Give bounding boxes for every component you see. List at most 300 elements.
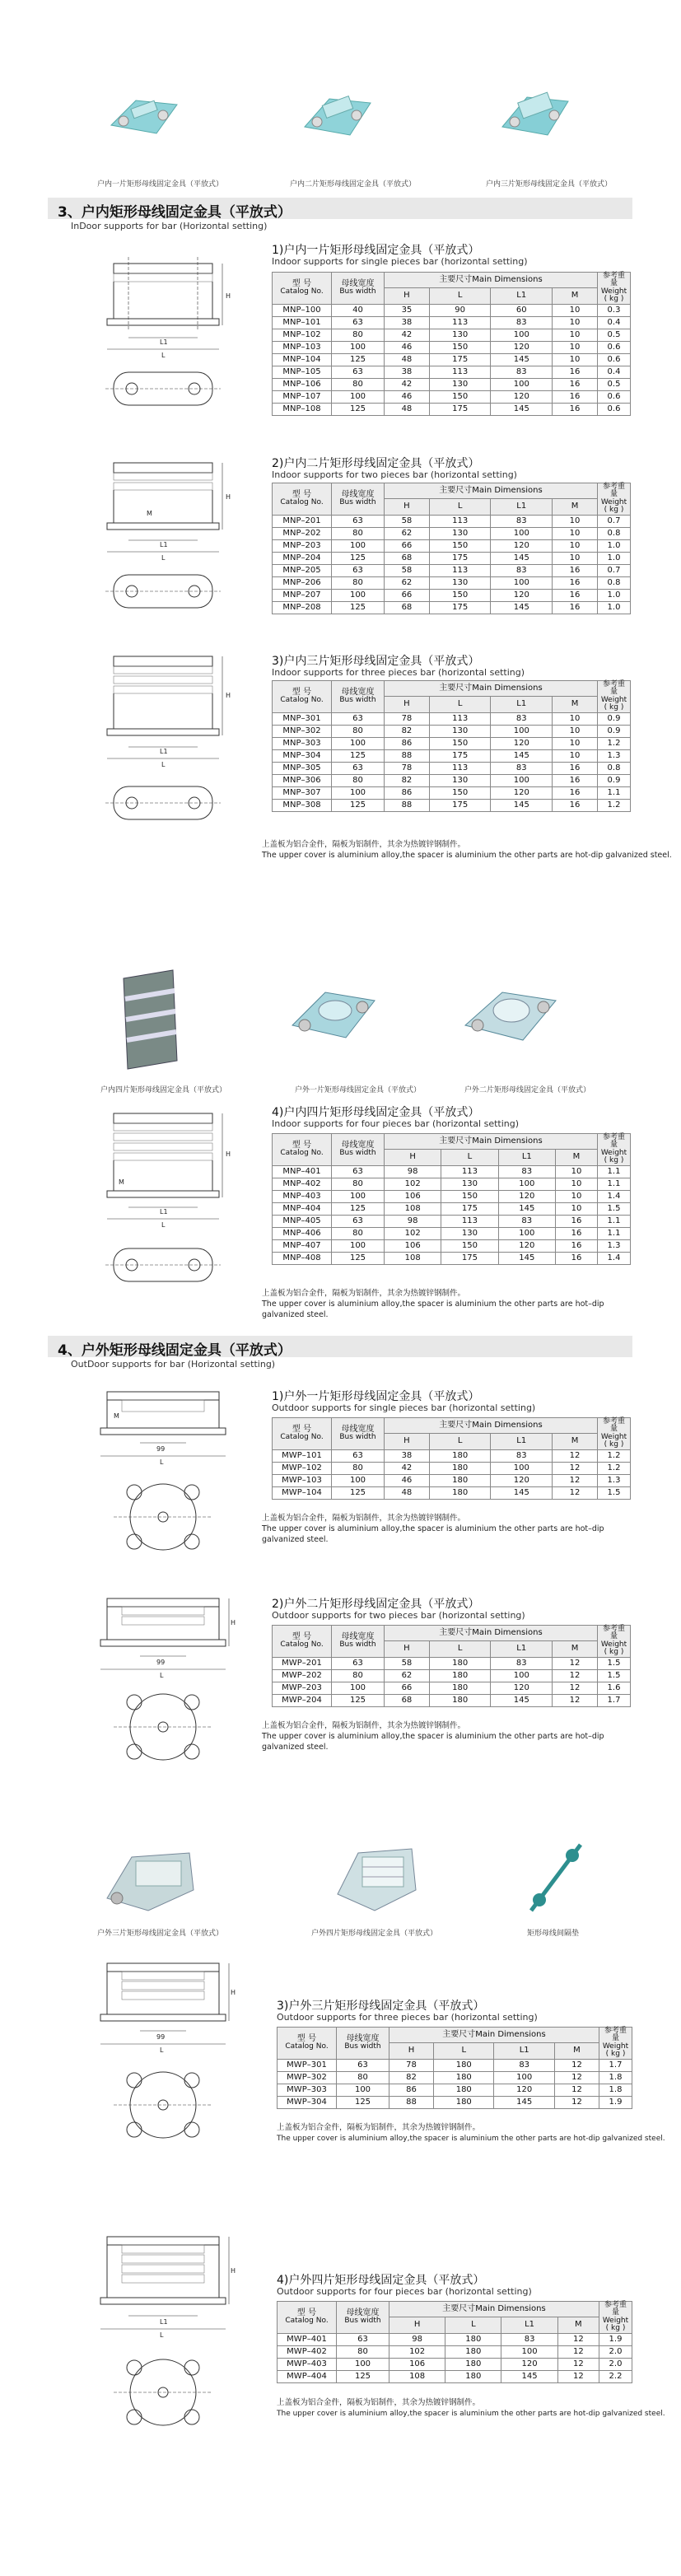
table-cell: 0.8 — [598, 762, 631, 774]
table-header-cell: H — [385, 1434, 430, 1449]
table-header-cell — [332, 1134, 385, 1166]
table-cell: 1.0 — [598, 601, 631, 614]
table-cell: MNP–204 — [273, 552, 332, 564]
table-cell: 1.5 — [598, 1657, 631, 1669]
table-cell: 0.8 — [598, 527, 631, 539]
header-en: Bus width — [344, 2042, 381, 2051]
table-cell: 80 — [337, 2345, 389, 2358]
table-cell: 16 — [555, 1227, 597, 1239]
table-cell: 100 — [491, 378, 553, 390]
table-cell: 80 — [332, 576, 385, 589]
table-header-cell: L — [434, 2043, 494, 2059]
table-cell: 12 — [553, 1669, 598, 1682]
table-cell: 10 — [553, 527, 598, 539]
section-title: 3、户内矩形母线固定金具（平放式） — [58, 204, 292, 221]
block-title: 2)户内二片矩形母线固定金具（平放式） — [272, 457, 480, 470]
header-cn: 主要尺寸 — [439, 485, 473, 495]
table-cell: 35 — [385, 304, 430, 316]
header-en: Main Dimensions — [472, 274, 543, 284]
table-cell: MNP–202 — [273, 527, 332, 539]
table-cell: 83 — [498, 1165, 555, 1178]
table-cell: 1.3 — [598, 1239, 631, 1252]
table-cell: 0.6 — [598, 403, 631, 415]
table-cell: 175 — [429, 749, 491, 762]
table-row — [273, 725, 631, 737]
svg-text:H: H — [231, 1619, 236, 1626]
table-cell: 83 — [491, 1657, 553, 1669]
table-cell: 0.6 — [598, 390, 631, 403]
table-cell: 83 — [491, 366, 553, 378]
table-cell: 100 — [491, 725, 553, 737]
header-cn: 参考重量 — [604, 2027, 627, 2043]
table-cell: MNP–208 — [273, 601, 332, 614]
table-cell: 80 — [332, 378, 385, 390]
table-header-cell — [332, 1418, 385, 1450]
material-note-en: The upper cover is aluminium alloy,the spacer is aluminium the other parts are hot–dip galvanized steel. — [262, 1524, 604, 1544]
header-cn: 母线宽度 — [341, 489, 375, 499]
svg-text:99: 99 — [156, 1445, 166, 1453]
header-cn: 型 号 — [292, 1140, 312, 1150]
table-header-cell: L1 — [494, 2043, 554, 2059]
table-header-cell — [389, 2028, 599, 2043]
table-cell: 38 — [385, 1449, 430, 1462]
header-cn: 主要尺寸 — [442, 2303, 476, 2313]
table-cell: 16 — [553, 589, 598, 601]
table-cell: 1.7 — [599, 2059, 632, 2071]
table-header-cell — [332, 681, 385, 713]
table-cell: 40 — [332, 304, 385, 316]
table-cell: MNP–103 — [273, 341, 332, 353]
table-header-cell — [273, 681, 332, 713]
block-title: 1)户内一片矩形母线固定金具（平放式） — [272, 244, 480, 257]
table-cell: 88 — [385, 799, 430, 811]
material-note-en: The upper cover is aluminium alloy,the spacer is aluminium the other parts are hot-dip galvanized steel. — [277, 2135, 665, 2143]
table-cell: 1.5 — [598, 1669, 631, 1682]
table-cell: 46 — [385, 1474, 430, 1486]
table-cell: 80 — [332, 774, 385, 786]
table-cell: 80 — [332, 1669, 385, 1682]
table-cell: 113 — [429, 515, 491, 527]
header-en: Catalog No. — [280, 1149, 324, 1158]
header-en: Catalog No. — [280, 1640, 324, 1650]
photo-caption: 户内一片矩形母线固定金具（平放式） — [97, 180, 224, 189]
table-cell: 12 — [553, 1486, 598, 1499]
material-note-cn: 上盖板为铝合金件，隔板为铝制件，其余为热镀锌钢制件。 — [262, 1289, 466, 1298]
header-unit: ( kg ) — [605, 2050, 626, 2059]
table-cell: 16 — [553, 390, 598, 403]
header-cn: 主要尺寸 — [439, 1420, 473, 1430]
table-cell: MWP–201 — [273, 1657, 332, 1669]
table-row — [278, 2071, 632, 2084]
header-en: Catalog No. — [280, 498, 324, 507]
table-cell: 125 — [332, 552, 385, 564]
table-row — [273, 774, 631, 786]
table-cell: 175 — [429, 799, 491, 811]
table-cell: 63 — [337, 2333, 389, 2345]
technical-drawing-indoor-4 — [89, 1102, 237, 1300]
photo-caption: 户外四片矩形母线固定金具（平放式） — [311, 1930, 438, 1938]
table-row — [273, 515, 631, 527]
table-cell: MNP–302 — [273, 725, 332, 737]
table-cell: 83 — [491, 712, 553, 725]
table-cell: 0.5 — [598, 378, 631, 390]
table-cell: 125 — [332, 1486, 385, 1499]
table-row — [273, 1165, 631, 1178]
table-row — [273, 341, 631, 353]
table-cell: MWP–303 — [278, 2084, 337, 2096]
svg-text:H: H — [231, 2267, 236, 2275]
table-cell: 0.9 — [598, 712, 631, 725]
table-header-cell — [278, 2302, 337, 2334]
table-cell: 145 — [494, 2096, 554, 2108]
table-header-cell: L1 — [491, 1434, 553, 1449]
header-en: Catalog No. — [285, 2042, 329, 2051]
table-cell: 63 — [332, 515, 385, 527]
table-row — [273, 1657, 631, 1669]
table-header-cell — [389, 2302, 599, 2317]
table-cell: 175 — [429, 552, 491, 564]
table-cell: 120 — [494, 2084, 554, 2096]
table-cell: 120 — [498, 1239, 555, 1252]
table-cell: 150 — [429, 589, 491, 601]
table-cell: 130 — [441, 1227, 498, 1239]
photo-caption: 户内三片矩形母线固定金具（平放式） — [486, 180, 613, 189]
svg-text:99: 99 — [156, 1659, 166, 1666]
table-cell: 120 — [491, 737, 553, 749]
table-header-cell: H — [389, 2317, 445, 2333]
table-cell: 150 — [429, 539, 491, 552]
table-cell: 180 — [429, 1657, 491, 1669]
block-subtitle: Indoor supports for single pieces bar (horizontal setting) — [272, 256, 528, 267]
table-cell: 16 — [553, 601, 598, 614]
svg-text:L1: L1 — [160, 541, 168, 548]
table-cell: 12 — [554, 2084, 599, 2096]
table-cell: 82 — [385, 774, 430, 786]
table-cell: 100 — [332, 737, 385, 749]
table-cell: 130 — [429, 725, 491, 737]
table-cell: 1.2 — [598, 799, 631, 811]
table-header-cell: L — [441, 1150, 498, 1165]
table-cell: 63 — [332, 712, 385, 725]
table-cell: 125 — [332, 403, 385, 415]
svg-text:L: L — [161, 761, 166, 768]
table-cell: MNP–308 — [273, 799, 332, 811]
material-note-en: The upper cover is aluminium alloy,the spacer is aluminium the other parts are hot-dip galvanized steel. — [277, 2410, 665, 2418]
header-en: Weight — [600, 1432, 627, 1441]
svg-text:L: L — [160, 2331, 164, 2339]
table-cell: 1.4 — [598, 1252, 631, 1264]
header-en: Bus width — [339, 1149, 376, 1158]
table-header-cell — [337, 2302, 389, 2334]
header-cn: 母线宽度 — [341, 278, 375, 288]
table-cell: 66 — [385, 539, 430, 552]
table-header-cell: M — [553, 1434, 598, 1449]
table-cell: 100 — [337, 2084, 389, 2096]
table-cell: 100 — [337, 2358, 389, 2370]
table-cell: 150 — [441, 1190, 498, 1202]
table-cell: 145 — [491, 799, 553, 811]
table-cell: 100 — [332, 539, 385, 552]
table-cell: MWP–403 — [278, 2358, 337, 2370]
svg-text:L: L — [161, 554, 166, 562]
table-cell: 12 — [557, 2370, 599, 2382]
header-cn: 参考重量 — [602, 1625, 625, 1641]
svg-text:H: H — [226, 692, 231, 699]
table-cell: 1.5 — [598, 1202, 631, 1215]
spec-table — [272, 1625, 631, 1707]
table-cell: 1.9 — [599, 2333, 632, 2345]
table-cell: 63 — [337, 2059, 389, 2071]
header-en: Bus width — [339, 498, 376, 507]
table-cell: 12 — [557, 2333, 599, 2345]
table-cell: MWP–404 — [278, 2370, 337, 2382]
block-subtitle: Outdoor supports for two pieces bar (horizontal setting) — [272, 1610, 525, 1621]
technical-drawing-indoor-2 — [89, 445, 237, 626]
table-cell: 175 — [441, 1252, 498, 1264]
table-cell: 16 — [553, 799, 598, 811]
table-cell: 180 — [434, 2096, 494, 2108]
table-cell: 113 — [441, 1165, 498, 1178]
table-cell: 58 — [385, 1657, 430, 1669]
svg-text:L: L — [160, 1672, 164, 1679]
table-header-cell: H — [385, 1150, 441, 1165]
table-cell: 120 — [491, 390, 553, 403]
table-cell: 100 — [332, 390, 385, 403]
table-header-cell — [332, 273, 385, 305]
table-cell: 100 — [332, 1682, 385, 1694]
table-cell: 80 — [332, 725, 385, 737]
table-cell: 83 — [491, 564, 553, 576]
table-cell: 16 — [553, 366, 598, 378]
table-cell: 42 — [385, 1462, 430, 1474]
table-header-cell — [385, 1418, 598, 1434]
table-header-cell: L — [429, 697, 491, 712]
table-cell: 0.3 — [598, 304, 631, 316]
header-en: Catalog No. — [280, 1433, 324, 1442]
table-cell: 180 — [429, 1486, 491, 1499]
table-cell: MNP–405 — [273, 1215, 332, 1227]
photo-caption: 户内四片矩形母线固定金具（平放式） — [100, 1086, 227, 1094]
table-cell: MNP–105 — [273, 366, 332, 378]
table-cell: 180 — [434, 2059, 494, 2071]
table-header-cell — [273, 483, 332, 516]
table-cell: 16 — [553, 564, 598, 576]
table-cell: 100 — [332, 1190, 385, 1202]
section-title: 4、户外矩形母线固定金具（平放式） — [58, 1342, 292, 1359]
svg-text:H: H — [226, 493, 231, 501]
svg-text:L: L — [160, 2046, 164, 2054]
table-cell: 48 — [385, 1486, 430, 1499]
table-cell: 102 — [389, 2345, 445, 2358]
table-cell: 0.4 — [598, 316, 631, 329]
table-cell: 78 — [389, 2059, 434, 2071]
table-cell: 86 — [385, 786, 430, 799]
table-cell: 125 — [332, 1252, 385, 1264]
table-cell: MWP–301 — [278, 2059, 337, 2071]
table-header-cell: L — [429, 288, 491, 304]
table-header-cell: M — [555, 1150, 597, 1165]
table-cell: 100 — [491, 1462, 553, 1474]
header-en: Main Dimensions — [472, 1420, 543, 1430]
table-cell: 16 — [553, 576, 598, 589]
product-photo-outdoor-2 — [457, 968, 564, 1058]
table-cell: 58 — [385, 564, 430, 576]
header-cn: 参考重量 — [604, 2301, 627, 2317]
header-unit: ( kg ) — [604, 1648, 624, 1657]
block-title: 4)户内四片矩形母线固定金具（平放式） — [272, 1106, 480, 1119]
header-cn: 母线宽度 — [346, 2033, 380, 2043]
table-cell: 125 — [337, 2370, 389, 2382]
table-header-cell: L1 — [491, 499, 553, 515]
table-header-cell: H — [385, 288, 430, 304]
table-cell: 78 — [385, 762, 430, 774]
table-header-cell: M — [553, 499, 598, 515]
table-cell: 82 — [389, 2071, 434, 2084]
technical-drawing-outdoor-2 — [89, 1585, 237, 1775]
table-header-cell: L — [429, 1641, 491, 1657]
header-unit: ( kg ) — [604, 1156, 624, 1165]
table-header-cell — [332, 483, 385, 516]
table-cell: 10 — [553, 539, 598, 552]
table-cell: 1.7 — [598, 1694, 631, 1706]
table-row — [273, 1178, 631, 1190]
table-cell: 83 — [491, 762, 553, 774]
technical-drawing-indoor-3 — [89, 638, 237, 844]
table-cell: 10 — [553, 515, 598, 527]
product-photo-outdoor-4 — [325, 1832, 424, 1923]
table-header-cell: M — [557, 2317, 599, 2333]
header-en: Weight — [602, 2316, 629, 2325]
section-subtitle: OutDoor supports for bar (Horizontal setting) — [71, 1359, 276, 1370]
table-row — [273, 1202, 631, 1215]
table-cell: 150 — [429, 737, 491, 749]
table-cell: MWP–103 — [273, 1474, 332, 1486]
table-header-cell: L — [445, 2317, 501, 2333]
table-cell: MNP–305 — [273, 762, 332, 774]
header-cn: 参考重量 — [602, 680, 625, 697]
table-cell: 98 — [385, 1215, 441, 1227]
table-row — [273, 1474, 631, 1486]
table-cell: 100 — [491, 329, 553, 341]
material-note-en: The upper cover is aluminium alloy,the spacer is aluminium the other parts are hot–dip galvanized steel. — [262, 1300, 604, 1319]
header-en: Main Dimensions — [472, 1627, 543, 1637]
photo-caption: 矩形母线间隔垫 — [527, 1930, 580, 1938]
table-cell: MWP–401 — [278, 2333, 337, 2345]
table-header-cell — [273, 1626, 332, 1658]
table-cell: 12 — [553, 1462, 598, 1474]
header-en: Weight — [602, 2042, 629, 2051]
table-cell: 113 — [429, 712, 491, 725]
svg-text:L1: L1 — [160, 748, 168, 755]
header-en: Bus width — [339, 1640, 376, 1650]
table-cell: MNP–403 — [273, 1190, 332, 1202]
spec-table — [277, 2027, 632, 2109]
table-cell: 60 — [491, 304, 553, 316]
table-cell: 175 — [429, 403, 491, 415]
table-cell: 16 — [553, 378, 598, 390]
table-row — [273, 1449, 631, 1462]
header-unit: ( kg ) — [604, 506, 624, 515]
table-cell: MWP–304 — [278, 2096, 337, 2108]
table-cell: MNP–402 — [273, 1178, 332, 1190]
table-row — [273, 1190, 631, 1202]
table-cell: MNP–306 — [273, 774, 332, 786]
material-note-cn: 上盖板为铝合金件，隔板为铝制件，其余为热镀锌钢制件。 — [262, 1514, 466, 1523]
table-cell: 46 — [385, 341, 430, 353]
header-en: Weight — [600, 287, 627, 296]
block-subtitle: Outdoor supports for single pieces bar (horizontal setting) — [272, 1402, 536, 1413]
header-en: Main Dimensions — [472, 683, 543, 693]
table-cell: 108 — [385, 1252, 441, 1264]
table-cell: MNP–203 — [273, 539, 332, 552]
table-cell: 1.2 — [598, 1449, 631, 1462]
table-cell: 83 — [491, 515, 553, 527]
table-cell: 10 — [553, 341, 598, 353]
table-cell: 0.9 — [598, 725, 631, 737]
svg-text:L1: L1 — [160, 1208, 168, 1216]
table-header-cell — [273, 1418, 332, 1450]
table-header-cell: H — [385, 1641, 430, 1657]
header-en: Bus width — [344, 2317, 381, 2326]
table-cell: 62 — [385, 1669, 430, 1682]
table-cell: 130 — [441, 1178, 498, 1190]
table-cell: 100 — [501, 2345, 557, 2358]
table-cell: 63 — [332, 1215, 385, 1227]
header-unit: ( kg ) — [605, 2324, 626, 2333]
table-row — [273, 1215, 631, 1227]
table-cell: MNP–408 — [273, 1252, 332, 1264]
table-cell: 16 — [553, 403, 598, 415]
table-cell: 180 — [429, 1449, 491, 1462]
table-header-cell: L1 — [501, 2317, 557, 2333]
table-cell: 180 — [429, 1682, 491, 1694]
table-cell: MNP–303 — [273, 737, 332, 749]
table-cell: 10 — [553, 725, 598, 737]
table-cell: 145 — [491, 1486, 553, 1499]
table-cell: 12 — [553, 1657, 598, 1669]
table-row — [273, 316, 631, 329]
header-en: Weight — [600, 1148, 627, 1157]
svg-text:99: 99 — [156, 2033, 166, 2041]
photo-caption: 户外一片矩形母线固定金具（平放式） — [295, 1086, 422, 1094]
table-cell: 66 — [385, 589, 430, 601]
table-cell: 0.9 — [598, 774, 631, 786]
table-header-cell: H — [389, 2043, 434, 2059]
spec-table — [272, 1133, 631, 1265]
table-cell: 16 — [553, 774, 598, 786]
table-row — [278, 2358, 632, 2370]
table-row — [273, 527, 631, 539]
table-cell: 180 — [445, 2345, 501, 2358]
table-cell: 1.2 — [598, 737, 631, 749]
table-cell: 100 — [332, 1474, 385, 1486]
material-note-en: The upper cover is aluminium alloy,the spacer is aluminium the other parts are hot–dip galvanized steel. — [262, 1732, 604, 1752]
table-header-cell — [337, 2028, 389, 2060]
table-cell: 12 — [554, 2096, 599, 2108]
table-cell: 113 — [429, 366, 491, 378]
header-unit: ( kg ) — [604, 703, 624, 712]
table-cell: MNP–205 — [273, 564, 332, 576]
technical-drawing-outdoor-3 — [89, 1950, 237, 2156]
photo-caption: 户外三片矩形母线固定金具（平放式） — [97, 1930, 224, 1938]
header-en: Main Dimensions — [475, 2303, 546, 2313]
table-cell: 16 — [553, 762, 598, 774]
technical-drawing-outdoor-1 — [89, 1377, 237, 1566]
table-cell: 12 — [553, 1694, 598, 1706]
table-cell: 180 — [445, 2370, 501, 2382]
table-cell: 145 — [498, 1202, 555, 1215]
table-row — [273, 304, 631, 316]
